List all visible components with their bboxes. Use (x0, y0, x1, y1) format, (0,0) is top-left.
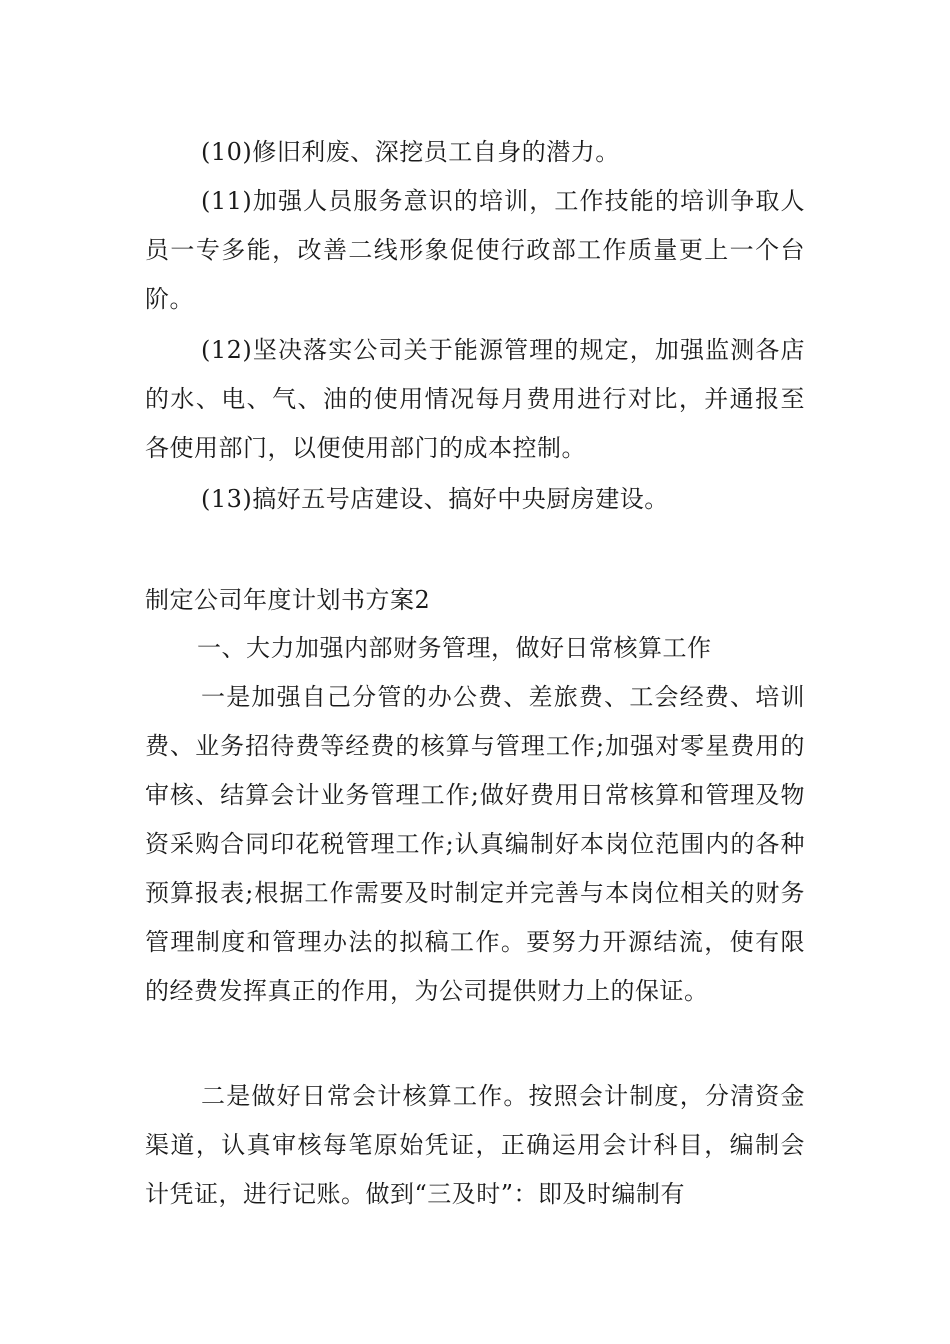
list-item-12: (12)坚决落实公司关于能源管理的规定，加强监测各店的水、电、气、油的使用情况每月费用进行对比，并通报至各使用部门，以便使用部门的成本控制。 (145, 336, 805, 462)
list-item-11: (11)加强人员服务意识的培训，工作技能的培训争取人员一专多能，改善二线形象促使行政部工作质量更上一个台阶。 (145, 187, 805, 313)
list-item-13: (13)搞好五号店建设、搞好中央厨房建设。 (201, 485, 669, 513)
list-item-10: (10)修旧利废、深挖员工自身的潜力。 (201, 138, 620, 166)
section-title: 制定公司年度计划书方案2 (145, 586, 431, 614)
paragraph-2: 二是做好日常会计核算工作。按照会计制度，分清资金渠道，认真审核每笔原始凭证，正确运用会计科目，编制会计凭证，进行记账。做到“三及时”：即及时编制有 (145, 1082, 805, 1208)
section-heading: 一、大力加强内部财务管理，做好日常核算工作 (197, 634, 712, 662)
paragraph-1: 一是加强自己分管的办公费、差旅费、工会经费、培训费、业务招待费等经费的核算与管理工作;加强对零星费用的审核、结算会计业务管理工作;做好费用日常核算和管理及物资采购合同印花税管理工作;认真编制好本岗位范围内的各种预算报表;根据工作需要及时制定并完善与本岗位相关的财务管理制度和管理办法的拟稿工作。要努力开源结流，使有限的经费发挥真正的作用，为公司提供财力上的保证。 (145, 683, 805, 1005)
